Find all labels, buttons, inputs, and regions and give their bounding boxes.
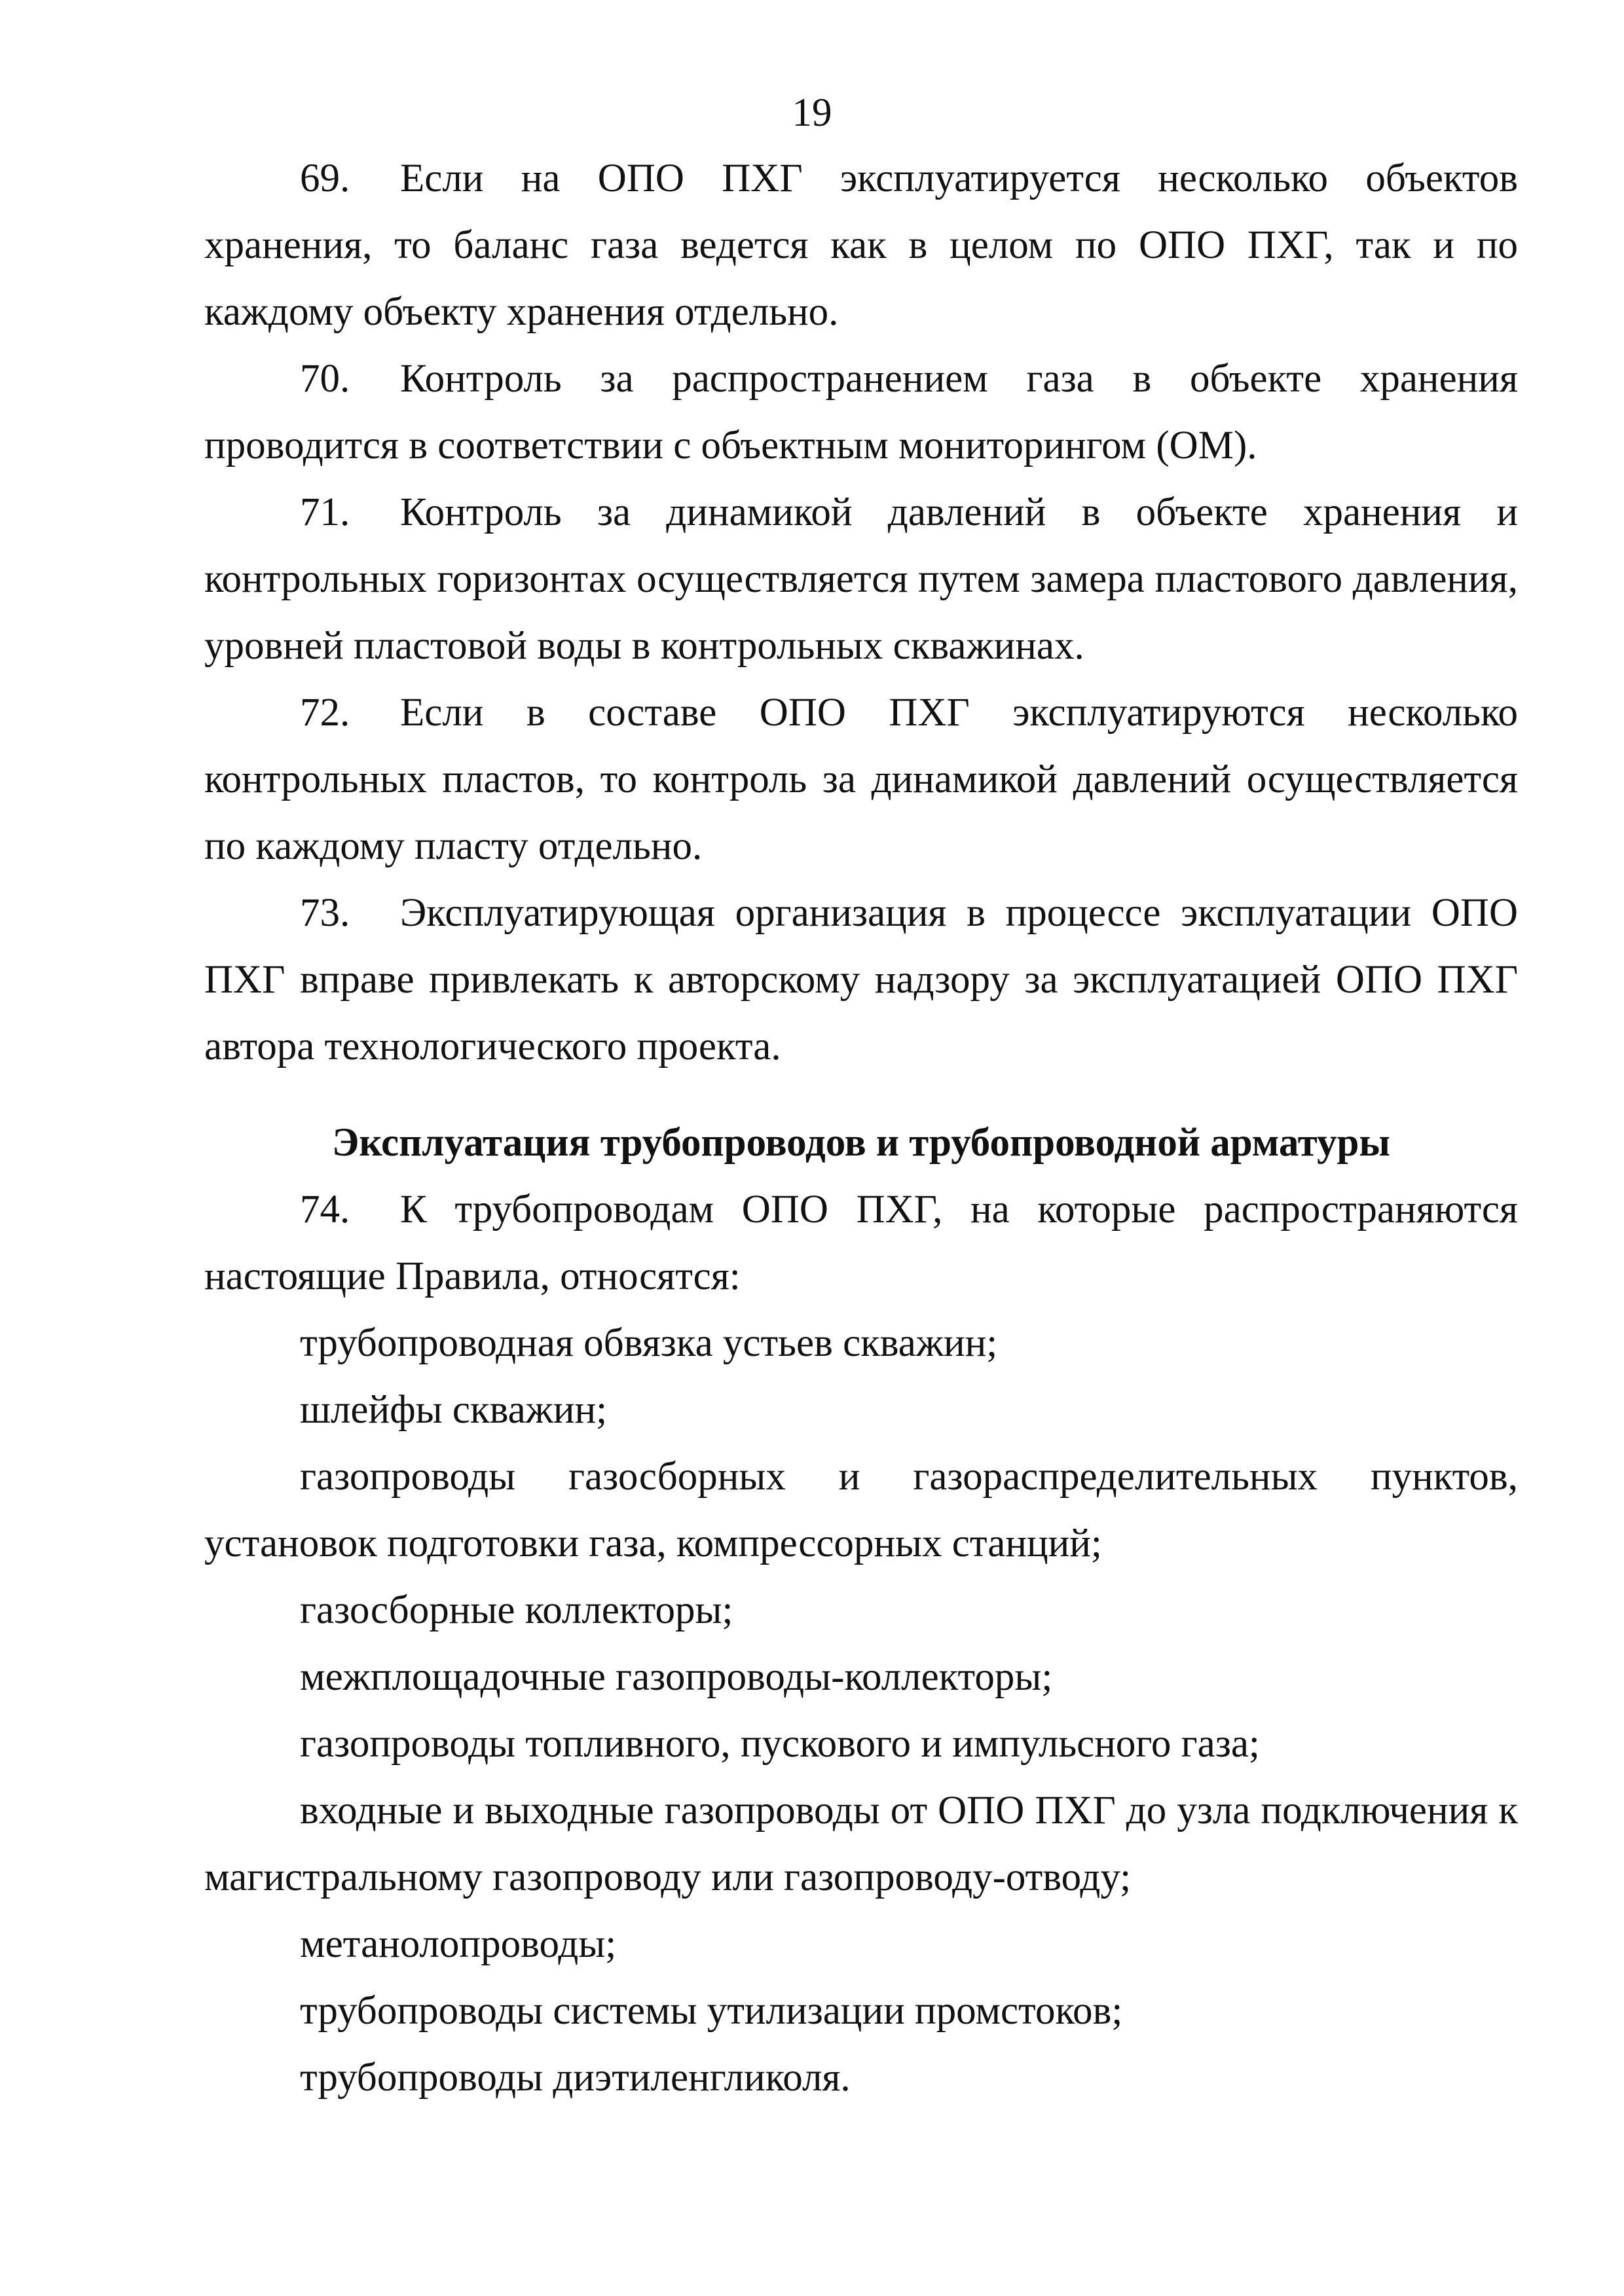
list-item: метанолопроводы; [300, 1922, 617, 1966]
paragraph-74 [204, 1176, 1518, 1310]
section-heading: Эксплуатация трубопроводов и трубопроводной арматуры [332, 1121, 1390, 1165]
paragraph-71 [204, 479, 1518, 680]
paragraph-number: 73. [300, 891, 350, 935]
document-body [204, 145, 1518, 2111]
paragraph-number: 69. [300, 156, 350, 200]
list-item: газосборные коллекторы; [300, 1588, 733, 1632]
paragraph-70 [204, 346, 1518, 479]
paragraph-72 [204, 680, 1518, 880]
list-item: трубопроводы диэтиленгликоля. [300, 2056, 851, 2100]
paragraph-number: 70. [300, 357, 350, 401]
list-item: трубопроводная обвязка устьев скважин; [300, 1321, 998, 1365]
list-item: трубопроводы системы утилизации промстоков; [300, 1989, 1123, 2033]
paragraph-text: К трубопроводам ОПО ПХГ, на которые распространяются настоящие Правила, относятся: [204, 1188, 1518, 1298]
paragraph-69 [204, 145, 1518, 346]
paragraph-73 [204, 880, 1518, 1080]
list-item: газопроводы топливного, пускового и импульсного газа; [300, 1722, 1260, 1766]
list-item: шлейфы скважин; [300, 1388, 608, 1432]
paragraph-text: Контроль за распространением газа в объекте хранения проводится в соответствии с объектным мониторингом (ОМ). [204, 357, 1518, 467]
paragraph-text: Контроль за динамикой давлений в объекте хранения и контрольных горизонтах осуществляется путем замера пластового давления, уровней пластовой воды в контрольных скважинах. [204, 490, 1518, 668]
paragraph-number: 72. [300, 691, 350, 735]
paragraph-text: Эксплуатирующая организация в процессе эксплуатации ОПО ПХГ вправе привлекать к авторскому надзору за эксплуатацией ОПО ПХГ автора технологического проекта. [204, 891, 1518, 1068]
paragraph-number: 74. [300, 1188, 350, 1231]
list-item: межплощадочные газопроводы-коллекторы; [300, 1655, 1053, 1699]
page-number: 19 [792, 91, 832, 135]
list-item: газопроводы газосборных и газораспределительных пунктов, установок подготовки газа, компрессорных станций; [204, 1455, 1518, 1565]
paragraph-text: Если на ОПО ПХГ эксплуатируется несколько объектов хранения, то баланс газа ведется как в целом по ОПО ПХГ, так и по каждому объекту хранения отдельно. [204, 156, 1518, 334]
paragraph-text: Если в составе ОПО ПХГ эксплуатируются несколько контрольных пластов, то контроль за динамикой давлений осуществляется по каждому пласту отдельно. [204, 691, 1518, 868]
paragraph-number: 71. [300, 490, 350, 534]
list-item: входные и выходные газопроводы от ОПО ПХГ до узла подключения к магистральному газопроводу или газопроводу-отводу; [204, 1789, 1518, 1899]
